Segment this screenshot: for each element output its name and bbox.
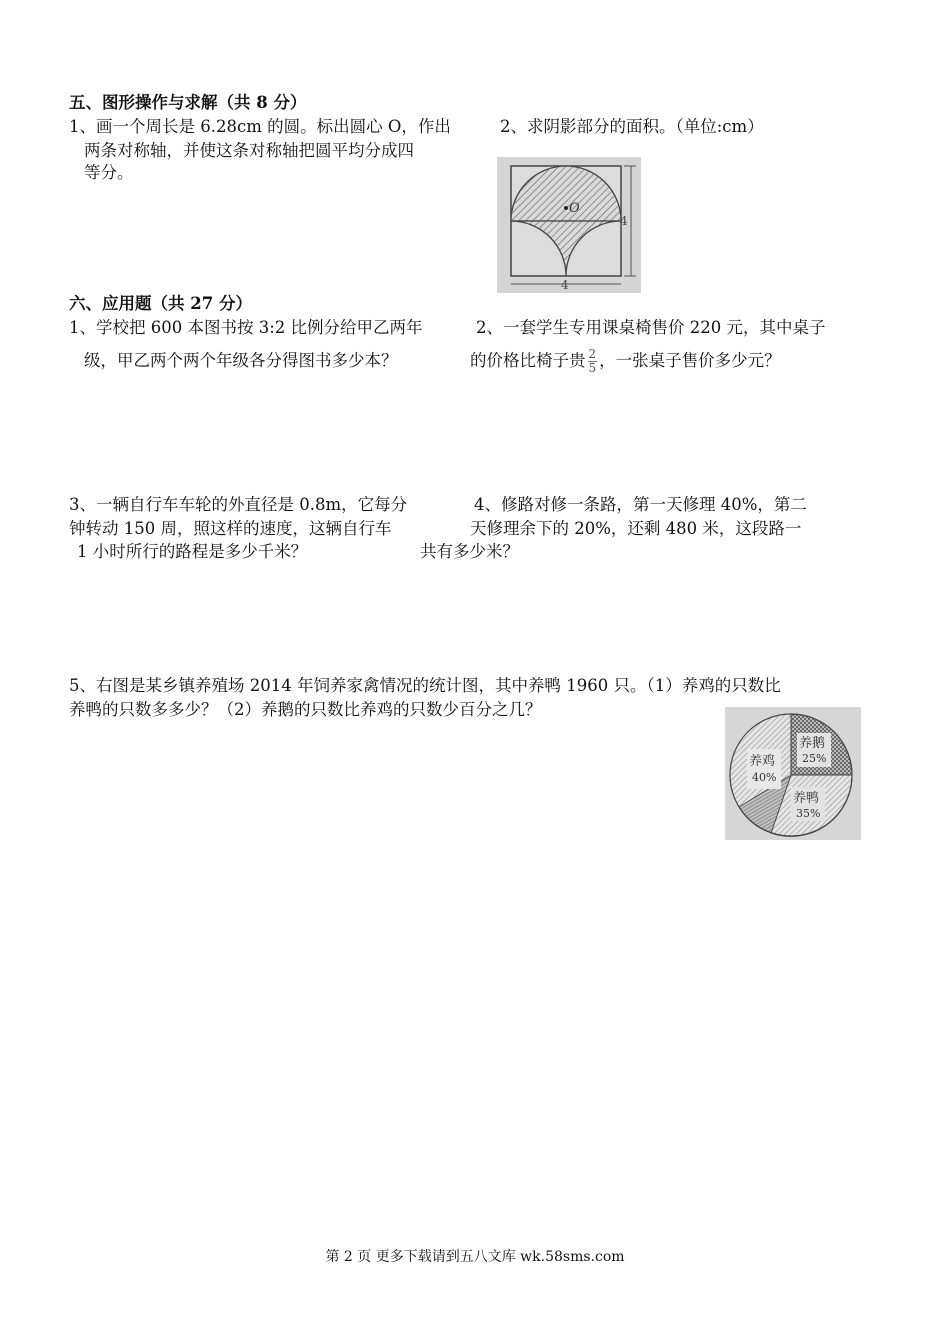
s6-q1-line2: 级，甲乙两个两个年级各分得图书多少本？ [84, 351, 398, 370]
s6-q4-line3: 共有多少米？ [420, 542, 519, 561]
s5-q1-line2: 两条对称轴，并使这条对称轴把圆平均分成四 [84, 141, 414, 160]
s6-q3-line3: 1 小时所行的路程是多少千米？ [77, 542, 308, 561]
pie-label-duck: 养鸭 [793, 791, 820, 806]
s5-q1-line1: 1、画一个周长是 6.28cm 的圆。标出圆心 O，作出 [69, 117, 451, 136]
section6-heading: 六、应用题（共 27 分） [69, 294, 252, 313]
s6-q3-line1: 3、一辆自行车车轮的外直径是 0.8m，它每分 [69, 495, 408, 514]
s6-q2-line2-post: ，一张桌子售价多少元？ [599, 351, 781, 370]
pie-label-chicken: 养鸡 [749, 754, 776, 769]
s6-q4-line2: 天修理余下的 20%，还剩 480 米，这段路一 [470, 519, 802, 538]
section5-heading: 五、图形操作与求解（共 8 分） [69, 93, 307, 112]
s6-q2-line2-pre: 的价格比椅子贵 [470, 351, 586, 370]
figure-bottom-label: 4 [561, 278, 569, 292]
figure-center-label: O [569, 201, 580, 216]
s6-q4-line1: 4、修路对修一条路，第一天修理 40%，第二 [474, 495, 807, 514]
s6-q2-line2 [470, 343, 781, 379]
s5-q1-line3: 等分。 [84, 163, 134, 182]
shaded-area-figure [497, 157, 641, 293]
page-footer: 第 2 页 更多下载请到五八文库 wk.58sms.com [325, 1249, 625, 1265]
s6-q3-line2: 钟转动 150 周，照这样的速度，这辆自行车 [69, 519, 392, 538]
s6-q2-line1: 2、一套学生专用课桌椅售价 220 元，其中桌子 [476, 318, 826, 337]
pie-pct-goose: 25% [802, 752, 827, 765]
s6-q5-line1: 5、右图是某乡镇养殖场 2014 年饲养家禽情况的统计图，其中养鸭 1960 只。（1）养鸡的只数比 [69, 676, 781, 695]
pie-label-goose: 养鹅 [799, 736, 826, 751]
figure-right-label: 4 [620, 214, 628, 228]
s5-q2-line1: 2、求阴影部分的面积。（单位:cm） [500, 117, 764, 136]
poultry-pie-chart [725, 707, 861, 840]
fraction-two-fifths: $\frac{2}{5}$ [588, 347, 597, 375]
s6-q1-line1: 1、学校把 600 本图书按 3:2 比例分给甲乙两年 [69, 318, 423, 337]
s6-q5-line2: 养鸭的只数多多少？（2）养鹅的只数比养鸡的只数少百分之几？ [69, 700, 542, 719]
pie-pct-chicken: 40% [752, 771, 777, 784]
pie-pct-duck: 35% [796, 807, 821, 820]
